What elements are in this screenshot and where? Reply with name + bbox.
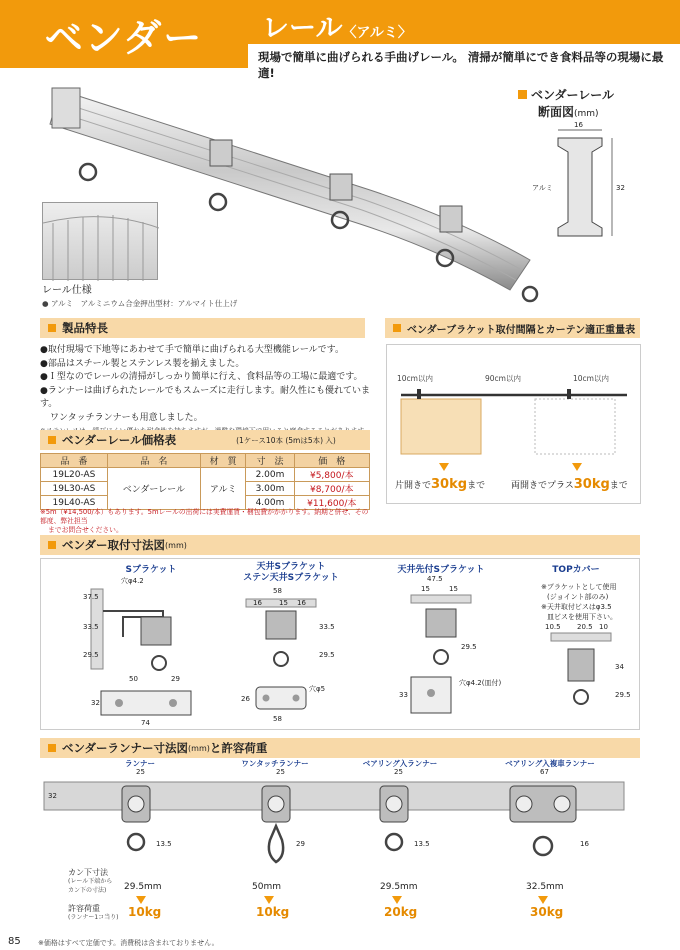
cs-width-label: 16 <box>574 121 583 129</box>
svg-text:13.5: 13.5 <box>414 840 430 848</box>
svg-text:26: 26 <box>241 695 250 703</box>
feature-extra: ワンタッチランナーも用意しました。 <box>50 412 203 423</box>
svg-text:29: 29 <box>296 840 305 848</box>
bracket-load-title: ベンダーブラケット取付間隔とカーテン適正重量表 <box>407 324 636 336</box>
cross-section-title <box>518 86 614 120</box>
svg-text:32: 32 <box>48 792 57 800</box>
orange-square-icon <box>518 90 527 99</box>
svg-text:33: 33 <box>399 691 408 699</box>
svg-text:16: 16 <box>580 840 589 848</box>
table-row: 19L40-AS 4.00m ¥11,600/本 <box>41 496 370 510</box>
footer-note: ※価格はすべて定価です。消費税は含まれておりません。 <box>38 939 219 947</box>
double-bearing-runner-name: ベアリング入複車ランナー <box>505 759 595 768</box>
svg-text:32: 32 <box>616 184 625 192</box>
feature-item: ●Ｉ型なのでレールの清掃がしっかり簡単に行え、食料品等の工場に最適です。 <box>40 372 363 382</box>
features-list <box>40 344 375 439</box>
cs-title-1: ベンダーレール <box>531 88 615 102</box>
svg-text:29.5: 29.5 <box>461 643 477 651</box>
svg-text:47.5: 47.5 <box>427 575 443 583</box>
onetouch-runner-name: ワンタッチランナー <box>241 759 309 768</box>
price-title: ベンダーレール価格表 <box>62 433 177 447</box>
svg-text:15: 15 <box>449 585 458 593</box>
onetouch-drop: 50mm <box>252 882 281 892</box>
mid-gap: 90cm以内 <box>485 374 521 383</box>
left-gap: 10cm以内 <box>397 374 433 383</box>
svg-text:(ジョイント部のみ): (ジョイント部のみ) <box>547 593 609 601</box>
curtain-inset-photo <box>42 202 158 280</box>
runner-panel <box>40 760 640 930</box>
brand-name: ベンダー <box>44 15 204 60</box>
table-row: 19L20-AS ベンダーレール アルミ 2.00m ¥5,800/本 <box>41 468 370 482</box>
svg-text:20.5: 20.5 <box>577 623 593 631</box>
runner-load: 10kg <box>128 905 162 919</box>
svg-text:58: 58 <box>273 715 282 723</box>
svg-text:15: 15 <box>279 599 288 607</box>
svg-text:29.5: 29.5 <box>615 691 631 699</box>
double-bearing-load: 30kg <box>530 905 564 919</box>
mount-dims-drawing <box>41 559 641 731</box>
s-bracket-title: Sブラケット <box>125 565 177 575</box>
runner-drop: 29.5mm <box>124 882 162 892</box>
svg-text:穴φ5: 穴φ5 <box>309 685 326 693</box>
tagline: 現場で簡単に曲げられる手曲げレール。 清掃が簡単にでき食料品等の現場に最適! <box>258 50 664 80</box>
page-number: 85 <box>8 936 21 947</box>
drop-label: カン下寸法 (レール下端から カン下の寸法) <box>68 868 113 894</box>
price-pack: (1ケース10本 (5mは5本) 入) <box>236 435 336 445</box>
svg-text:25: 25 <box>276 768 285 776</box>
svg-text:25: 25 <box>394 768 403 776</box>
svg-text:16: 16 <box>297 599 306 607</box>
feature-item: ●ランナーは曲げられたレールでもスムーズに走行します。耐久性にも優れています。 <box>40 385 371 409</box>
svg-text:25: 25 <box>136 768 145 776</box>
features-title: 製品特長 <box>62 321 108 335</box>
feature-item: ●取付現場で下地等にあわせて手で簡単に曲げられる大型機能レールです。 <box>40 345 344 355</box>
bracket-load-header <box>385 318 640 338</box>
page-title <box>262 6 412 45</box>
arrow-down-icon <box>572 463 582 471</box>
double-bearing-drop: 32.5mm <box>526 882 564 892</box>
feature-item: ●部品はスチール製とステンレス製を揃えました。 <box>40 358 245 369</box>
table-row: 品 番 品 名 材 質 寸 法 価 格 <box>41 454 370 468</box>
svg-text:15: 15 <box>421 585 430 593</box>
two-side-load: 両開きでプラス30kgまで <box>511 477 628 492</box>
table-row: 19L30-AS 3.00m ¥8,700/本 <box>41 482 370 496</box>
runner-header: ベンダーランナー寸法図 (mm) と許容荷重 <box>40 738 640 758</box>
svg-text:16: 16 <box>253 599 262 607</box>
svg-text:33.5: 33.5 <box>83 623 99 631</box>
svg-text:34: 34 <box>615 663 624 671</box>
runner-title: ベンダーランナー寸法図 <box>62 741 189 755</box>
price-note: ※5m（¥14,500/本）もあります。5mレールの出荷には実費運賃・梱包費がかかります。納期と併せ、その都度、弊社担当 までお問合せください。 <box>40 508 369 534</box>
mount-dims-header: ベンダー取付寸法図 (mm) <box>40 535 640 555</box>
mount-dims-title: ベンダー取付寸法図 <box>62 538 166 552</box>
svg-text:アルミ: アルミ <box>532 184 553 192</box>
svg-text:※天井取付ビスはφ3.5: ※天井取付ビスはφ3.5 <box>541 603 612 611</box>
svg-text:58: 58 <box>273 587 282 595</box>
ceiling-tip-title: 天井先付Sブラケット <box>397 565 485 575</box>
price-table <box>40 453 370 510</box>
svg-text:皿ビスを使用下さい。: 皿ビスを使用下さい。 <box>547 613 617 621</box>
runner-name: ランナー <box>125 759 155 768</box>
mount-dims-panel <box>40 558 640 730</box>
runner-drawing <box>40 760 640 880</box>
svg-text:10: 10 <box>599 623 608 631</box>
svg-text:10.5: 10.5 <box>545 623 561 631</box>
cs-title-2: 断面図 <box>538 105 575 119</box>
svg-text:29: 29 <box>171 675 180 683</box>
ceiling-s-title: 天井Sブラケット ステン天井Sブラケット <box>243 562 339 583</box>
svg-text:74: 74 <box>141 719 150 727</box>
features-header <box>40 318 365 338</box>
bracket-load-panel <box>386 344 641 504</box>
rail-spec-title: レール仕様 <box>42 285 92 296</box>
square-icon <box>48 324 56 332</box>
svg-text:※ブラケットとして使用: ※ブラケットとして使用 <box>541 583 617 591</box>
price-header <box>40 430 370 450</box>
svg-text:29.5: 29.5 <box>319 651 335 659</box>
title-sub: 〈アルミ〉 <box>342 25 412 41</box>
svg-text:33.5: 33.5 <box>319 623 335 631</box>
svg-text:37.5: 37.5 <box>83 593 99 601</box>
svg-text:32: 32 <box>91 699 100 707</box>
svg-text:13.5: 13.5 <box>156 840 172 848</box>
right-gap: 10cm以内 <box>573 374 609 383</box>
top-cover-title: TOPカバー <box>552 565 600 575</box>
bearing-drop: 29.5mm <box>380 882 418 892</box>
title-main: レール <box>262 13 343 44</box>
rail-spec-line: ● アルミ アルミニウム合金押出型材：アルマイト仕上げ <box>42 299 238 308</box>
bearing-load: 20kg <box>384 905 418 919</box>
one-side-load: 片開きで30kgまで <box>395 477 486 492</box>
load-label: 許容荷重 (ランナー1コ当り) <box>68 904 119 921</box>
svg-text:穴φ4.2: 穴φ4.2 <box>121 577 144 585</box>
arrow-down-icon <box>439 463 449 471</box>
svg-text:67: 67 <box>540 768 549 776</box>
svg-text:穴φ4.2(皿付): 穴φ4.2(皿付) <box>459 679 502 687</box>
cross-section-diagram <box>530 118 650 262</box>
bearing-runner-name: ベアリング入ランナー <box>362 759 438 768</box>
svg-text:29.5: 29.5 <box>83 651 99 659</box>
cs-unit: (mm) <box>574 109 599 119</box>
svg-text:50: 50 <box>129 675 138 683</box>
rail-spec-text: アルミ アルミニウム合金押出型材：アルマイト仕上げ <box>50 299 238 308</box>
brand-banner <box>0 0 248 68</box>
onetouch-load: 10kg <box>256 905 290 919</box>
